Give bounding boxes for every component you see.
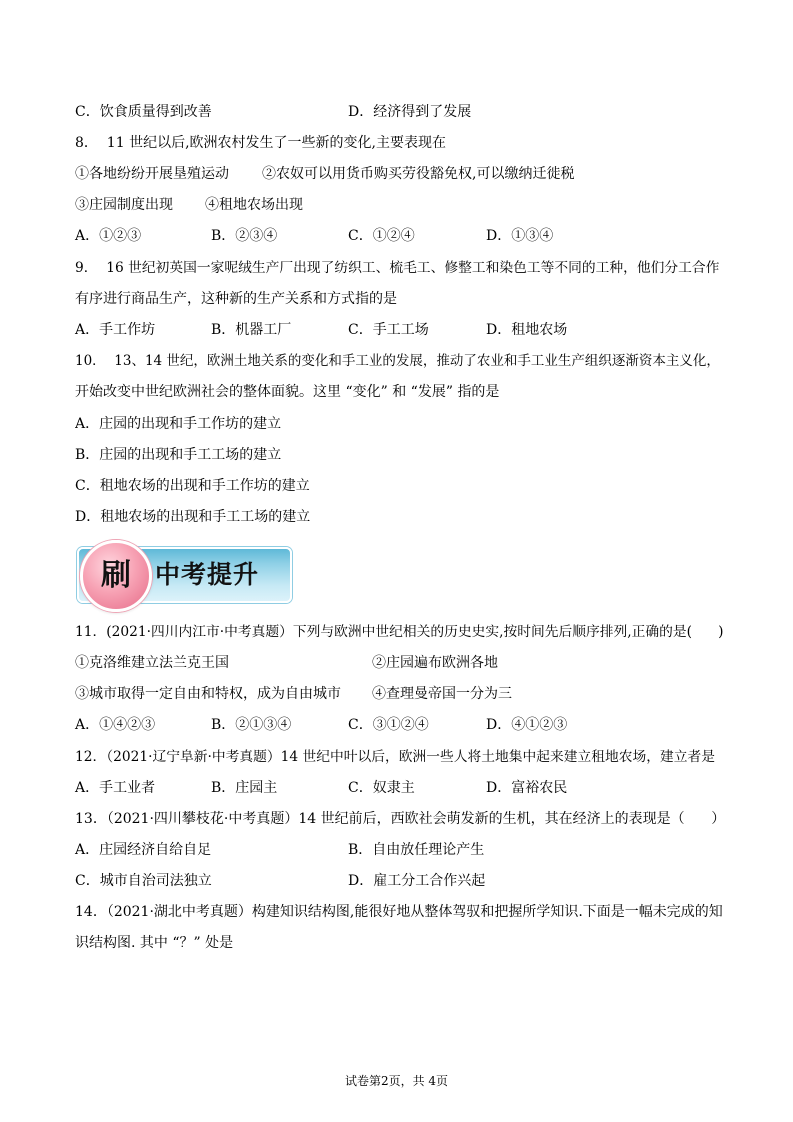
q8-options-row: [0, 226, 793, 246]
q8-statement-2: ②农奴可以用货币购买劳役豁免权,可以缴纳迁徙税: [262, 166, 575, 182]
q9-stem-line-2: 有序进行商品生产，这种新的生产关系和方式指的是: [75, 291, 397, 307]
q13-option-d: D．雇工分工合作兴起: [348, 873, 486, 889]
q10-stem-line-1: 10． 13、14 世纪，欧洲土地关系的变化和手工业的发展，推动了农业和手工业生产组织逐渐资本主义化，: [75, 353, 720, 369]
q9-option-c: C．手工工场: [348, 322, 429, 338]
q11-option-d: D．④①②③: [486, 717, 568, 733]
q11-statements-row-1: [0, 653, 793, 673]
q10-option-c: C．租地农场的出现和手工作坊的建立: [75, 478, 310, 494]
q8-stem-row: [0, 133, 793, 153]
q12-options-row: [0, 778, 793, 798]
q8-statement-4: ④租地农场出现: [205, 197, 303, 213]
q13-options-row-2: [0, 871, 793, 891]
q9-stem-row-2: [0, 289, 793, 309]
q10-stem-row-2: [0, 382, 793, 402]
q10-option-d-row: [0, 507, 793, 527]
q9-stem-line-1: 9． 16 世纪初英国一家呢绒生产厂出现了纺织工、梳毛工、修整工和染色工等不同的工种，他们分工合作: [75, 260, 720, 276]
q13-option-c: C．城市自治司法独立: [75, 873, 212, 889]
q11-stem-row: [0, 622, 793, 642]
q11-statement-2: ②庄园遍布欧洲各地: [372, 655, 498, 671]
q8-stem: 8． 11 世纪以后,欧洲农村发生了一些新的变化,主要表现在: [75, 135, 446, 151]
q10-option-b-row: [0, 445, 793, 465]
q8-statements-row-2: [0, 195, 793, 215]
q12-option-a: A．手工业者: [75, 780, 156, 796]
q11-statement-4: ④查理曼帝国一分为三: [372, 686, 512, 702]
q11-statement-3: ③城市取得一定自由和特权，成为自由城市: [75, 686, 341, 702]
section-banner-badge-icon: 刷: [80, 540, 152, 612]
q10-option-b: B．庄园的出现和手工工场的建立: [75, 447, 282, 463]
q11-option-a: A．①④②③: [75, 717, 156, 733]
q9-option-b: B．机器工厂: [211, 322, 292, 338]
q8-statement-3: ③庄园制度出现: [75, 197, 173, 213]
q9-option-d: D．租地农场: [486, 322, 568, 338]
q10-stem-row-1: [0, 351, 793, 371]
q8-statement-1: ①各地纷纷开展垦殖运动: [75, 166, 229, 182]
q13-option-a: A．庄园经济自给自足: [75, 842, 212, 858]
q11-option-b: B．②①③④: [211, 717, 292, 733]
q12-stem: 12．（2021·辽宁阜新·中考真题）14 世纪中叶以后，欧洲一些人将土地集中起来建立租地农场，建立者是: [75, 749, 715, 765]
q11-statement-1: ①克洛维建立法兰克王国: [75, 655, 229, 671]
q8-option-a: A．①②③: [75, 228, 142, 244]
q8-option-b: B．②③④: [211, 228, 278, 244]
q13-stem: 13．（2021·四川攀枝花·中考真题）14 世纪前后，西欧社会萌发新的生机，其在经济上的表现是（ ）: [75, 811, 725, 827]
q11-option-c: C．③①②④: [348, 717, 429, 733]
q11-stem: 11．(2021·四川内江市·中考真题）下列与欧洲中世纪相关的历史史实,按时间先后顺序排列,正确的是( ): [75, 624, 724, 640]
q8-statements-row-1: [0, 164, 793, 184]
q10-option-d: D．租地农场的出现和手工工场的建立: [75, 509, 311, 525]
q8-option-d: D．①③④: [486, 228, 554, 244]
q14-stem-row-2: [0, 933, 793, 953]
q11-options-row: [0, 715, 793, 735]
q12-option-d: D．富裕农民: [486, 780, 568, 796]
q12-option-c: C．奴隶主: [348, 780, 415, 796]
q13-options-row-1: [0, 840, 793, 860]
q9-stem-row-1: [0, 258, 793, 278]
q10-option-a-row: [0, 414, 793, 434]
q14-stem-row-1: [0, 902, 793, 922]
q13-option-b: B．自由放任理论产生: [348, 842, 485, 858]
q7-options-row: [0, 102, 793, 122]
q13-stem-row: [0, 809, 793, 829]
q11-statements-row-2: [0, 684, 793, 704]
q9-options-row: [0, 320, 793, 340]
section-banner-title: 中考提升: [155, 560, 260, 589]
q10-stem-line-2: 开始改变中世纪欧洲社会的整体面貌。这里 “变化” 和 “发展” 指的是: [75, 384, 500, 400]
q7-option-d: D．经济得到了发展: [348, 104, 472, 120]
q14-stem-line-1: 14．（2021·湖北中考真题）构建知识结构图,能很好地从整体驾驭和把握所学知识.下面是一幅未完成的知: [75, 904, 723, 920]
q12-option-b: B．庄园主: [211, 780, 278, 796]
q7-option-c: C．饮食质量得到改善: [75, 104, 212, 120]
q8-option-c: C．①②④: [348, 228, 415, 244]
page-footer: 试卷第2页，共 4页: [344, 1074, 449, 1088]
q14-stem-line-2: 识结构图. 其中 “？” 处是: [75, 935, 234, 951]
q12-stem-row: [0, 747, 793, 767]
q10-option-c-row: [0, 476, 793, 496]
q10-option-a: A．庄园的出现和手工作坊的建立: [75, 416, 282, 432]
q9-option-a: A．手工作坊: [75, 322, 156, 338]
